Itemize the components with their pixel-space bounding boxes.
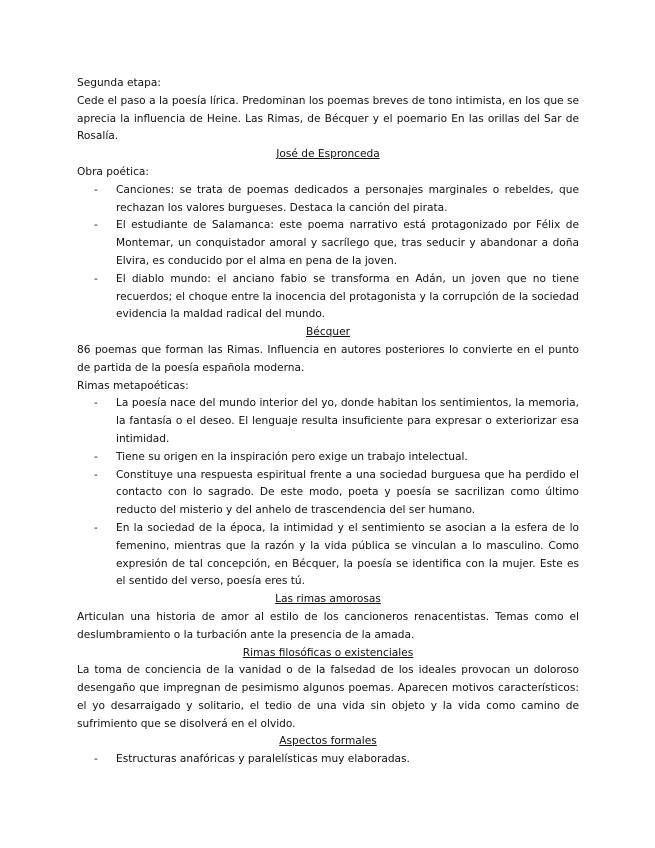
document-body	[77, 75, 579, 769]
bullet-dash: -	[94, 397, 98, 410]
list-item: - Estructuras anafóricas y paralelísticas muy elaboradas.	[77, 751, 579, 769]
section-title-becquer: Bécquer	[306, 326, 350, 339]
list-aspectos-formales	[77, 751, 579, 769]
subheading-obra-poetica: Obra poética:	[77, 165, 149, 178]
paragraph-becquer: 86 poemas que forman las Rimas. Influencia en autores posteriores lo convierte en el punto de partida de la poesía española moderna.	[77, 343, 579, 374]
list-item: - El estudiante de Salamanca: este poema narrativo está protagonizado por Félix de Montemar, un conquistador amoral y sacrílego que, tras seducir y abandonar a doña Elvira, es conducido por el alma en pena de la joven.	[94, 219, 579, 267]
section-title-rimas-filosoficas: Rimas filosóficas o existenciales	[242, 646, 414, 659]
section-title-aspectos-formales: Aspectos formales	[279, 735, 377, 748]
list-item: - Constituye una respuesta espiritual frente a una sociedad burguesa que ha perdido el contacto con lo sagrado. De este modo, poeta y poesía se sacrilizan como último reducto del misterio y del anhelo de trascendencia del ser humano.	[94, 468, 579, 517]
list-item: - Tiene su origen en la inspiración pero exige un trabajo intelectual.	[77, 449, 579, 467]
bullet-dash: -	[94, 272, 98, 285]
bullet-dash: -	[94, 753, 98, 766]
bullet-dash: -	[94, 450, 98, 463]
list-espronceda	[77, 182, 579, 324]
paragraph-rimas-filosoficas: La toma de conciencia de la vanidad o de la falsedad de los ideales provocan un doloroso desengaño que impregnan de pesimismo algunos poemas. Aparecen motivos característicos: el yo desarraigado y solitario, el tedio de una vida sin objeto y la vida como camino de sufrimiento que se disolverá en el olvido.	[77, 664, 579, 730]
list-item: - La poesía nace del mundo interior del yo, donde habitan los sentimientos, la memoria, la fantasía o el deseo. El lenguaje resulta insuficiente para expresar o exteriorizar esa intimidad.	[94, 397, 579, 445]
paragraph-rimas-amorosas: Articulan una historia de amor al estilo de los cancioneros renacentistas. Temas como el deslumbramiento o la turbación ante la presencia de la amada.	[77, 610, 579, 641]
list-becquer	[77, 395, 579, 591]
list-item: - Canciones: se trata de poemas dedicados a personajes marginales o rebeldes, que rechazan los valores burgueses. Destaca la canción del pirata.	[94, 183, 579, 214]
bullet-dash: -	[94, 468, 98, 481]
list-item: - En la sociedad de la época, la intimidad y el sentimiento se asocian a la esfera de lo femenino, mientras que la razón y la vida pública se vinculan a lo masculino. Como expresión de tal concepción, en Bécquer, la poesía se identifica con la mujer. Este es el sentido del verso, poesía eres tú.	[94, 521, 579, 588]
section-heading-segunda-etapa: Segunda etapa:	[77, 77, 161, 89]
bullet-dash: -	[94, 219, 98, 232]
paragraph-segunda-etapa: Cede el paso a la poesía lírica. Predominan los poemas breves de tono intimista, en los que se aprecia la influencia de Heine. Las Rimas, de Bécquer y el poemario En las orillas del Sar de Rosalía.	[77, 94, 579, 143]
subheading-rimas-metapoeticas: Rimas metapoéticas:	[77, 379, 189, 392]
list-item: - El diablo mundo: el anciano fabio se transforma en Adán, un joven que no tiene recuerdos; el choque entre la inocencia del protagonista y la corrupción de la sociedad evidencia la maldad radical del mundo.	[94, 272, 579, 321]
section-title-rimas-amorosas: Las rimas amorosas	[275, 593, 381, 606]
bullet-dash: -	[94, 521, 98, 534]
section-title-espronceda: José de Espronceda	[276, 148, 380, 161]
bullet-dash: -	[94, 183, 98, 196]
